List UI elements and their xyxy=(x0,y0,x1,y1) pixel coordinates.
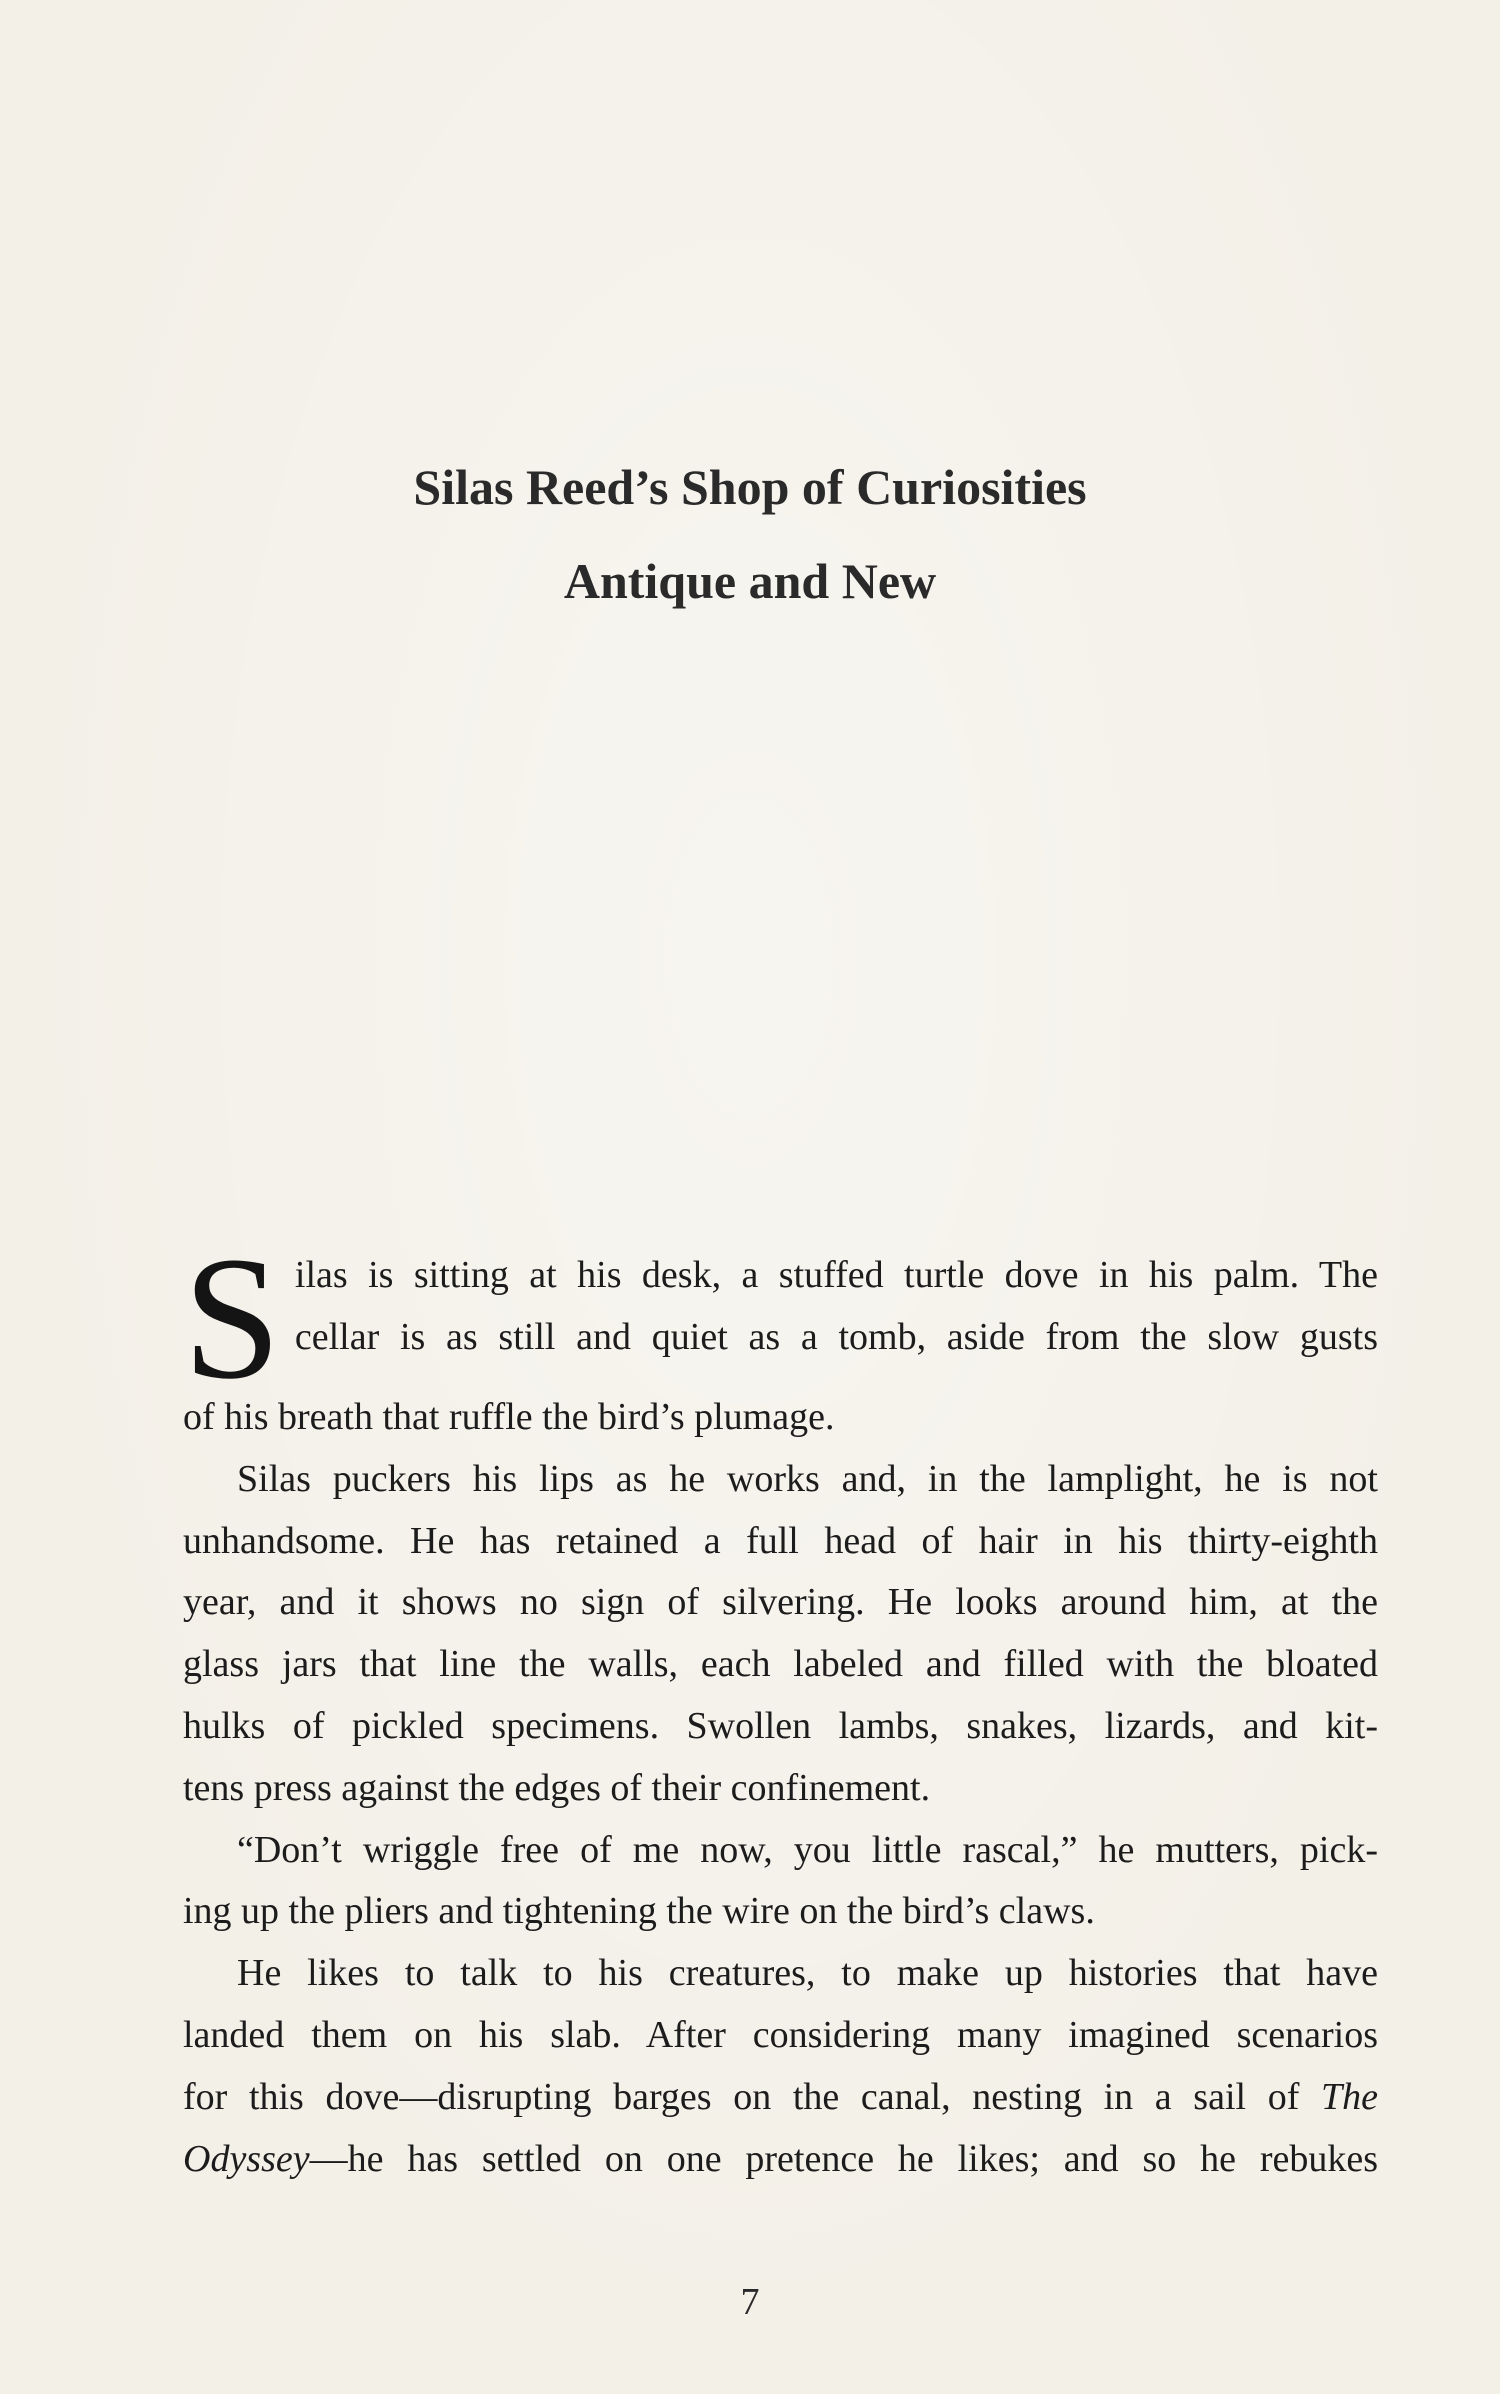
paragraph-3 xyxy=(183,1820,1378,1944)
italic-title-fragment: The xyxy=(1321,2075,1378,2118)
text-line: glass jars that line the walls, each labeled and filled with the bloated xyxy=(183,1643,1378,1686)
paragraph-2 xyxy=(183,1449,1378,1820)
text-line xyxy=(183,2129,1378,2191)
paragraph-4 xyxy=(183,1943,1378,2190)
text-line: cellar is as still and quiet as a tomb, aside from the slow gusts xyxy=(294,1315,1378,1358)
text-line: unhandsome. He has retained a full head of hair in his thirty-eighth xyxy=(183,1519,1378,1562)
text-fragment: for this dove—disrupting barges on the canal, nesting in a sail of xyxy=(183,2075,1321,2118)
text-line: year, and it shows no sign of silvering. He looks around him, at the xyxy=(183,1581,1378,1624)
text-line: He likes to talk to his creatures, to make up histories that have xyxy=(237,1952,1378,1995)
text-line: ing up the pliers and tightening the wire on the bird’s claws. xyxy=(183,1890,1095,1933)
chapter-title-line-1: Silas Reed’s Shop of Curiosities xyxy=(413,459,1087,515)
page-number: 7 xyxy=(740,2281,760,2323)
text-line: of his breath that ruffle the bird’s plumage. xyxy=(183,1396,835,1438)
drop-cap: S xyxy=(183,1221,281,1416)
paragraph-1 xyxy=(183,1221,1378,1449)
text-line: ilas is sitting at his desk, a stuffed turtle dove in his palm. The xyxy=(294,1254,1378,1296)
text-line: “Don’t wriggle free of me now, you little rascal,” he mutters, pick- xyxy=(237,1828,1378,1871)
text-line: tens press against the edges of their confinement. xyxy=(183,1766,931,1809)
text-line: hulks of pickled specimens. Swollen lambs, snakes, lizards, and kit- xyxy=(183,1704,1378,1747)
text-fragment: —he has settled on one pretence he likes; and so he rebukes xyxy=(309,2137,1378,2180)
text-line: Silas puckers his lips as he works and, in the lamplight, he is not xyxy=(237,1457,1378,1500)
chapter-heading xyxy=(0,440,1500,628)
text-line: landed them on his slab. After considering many imagined scenarios xyxy=(183,2013,1378,2056)
text-line xyxy=(183,2067,1378,2129)
chapter-title-line-2: Antique and New xyxy=(563,553,937,609)
italic-title-fragment: Odyssey xyxy=(183,2137,310,2180)
body-text xyxy=(183,1221,1378,2190)
